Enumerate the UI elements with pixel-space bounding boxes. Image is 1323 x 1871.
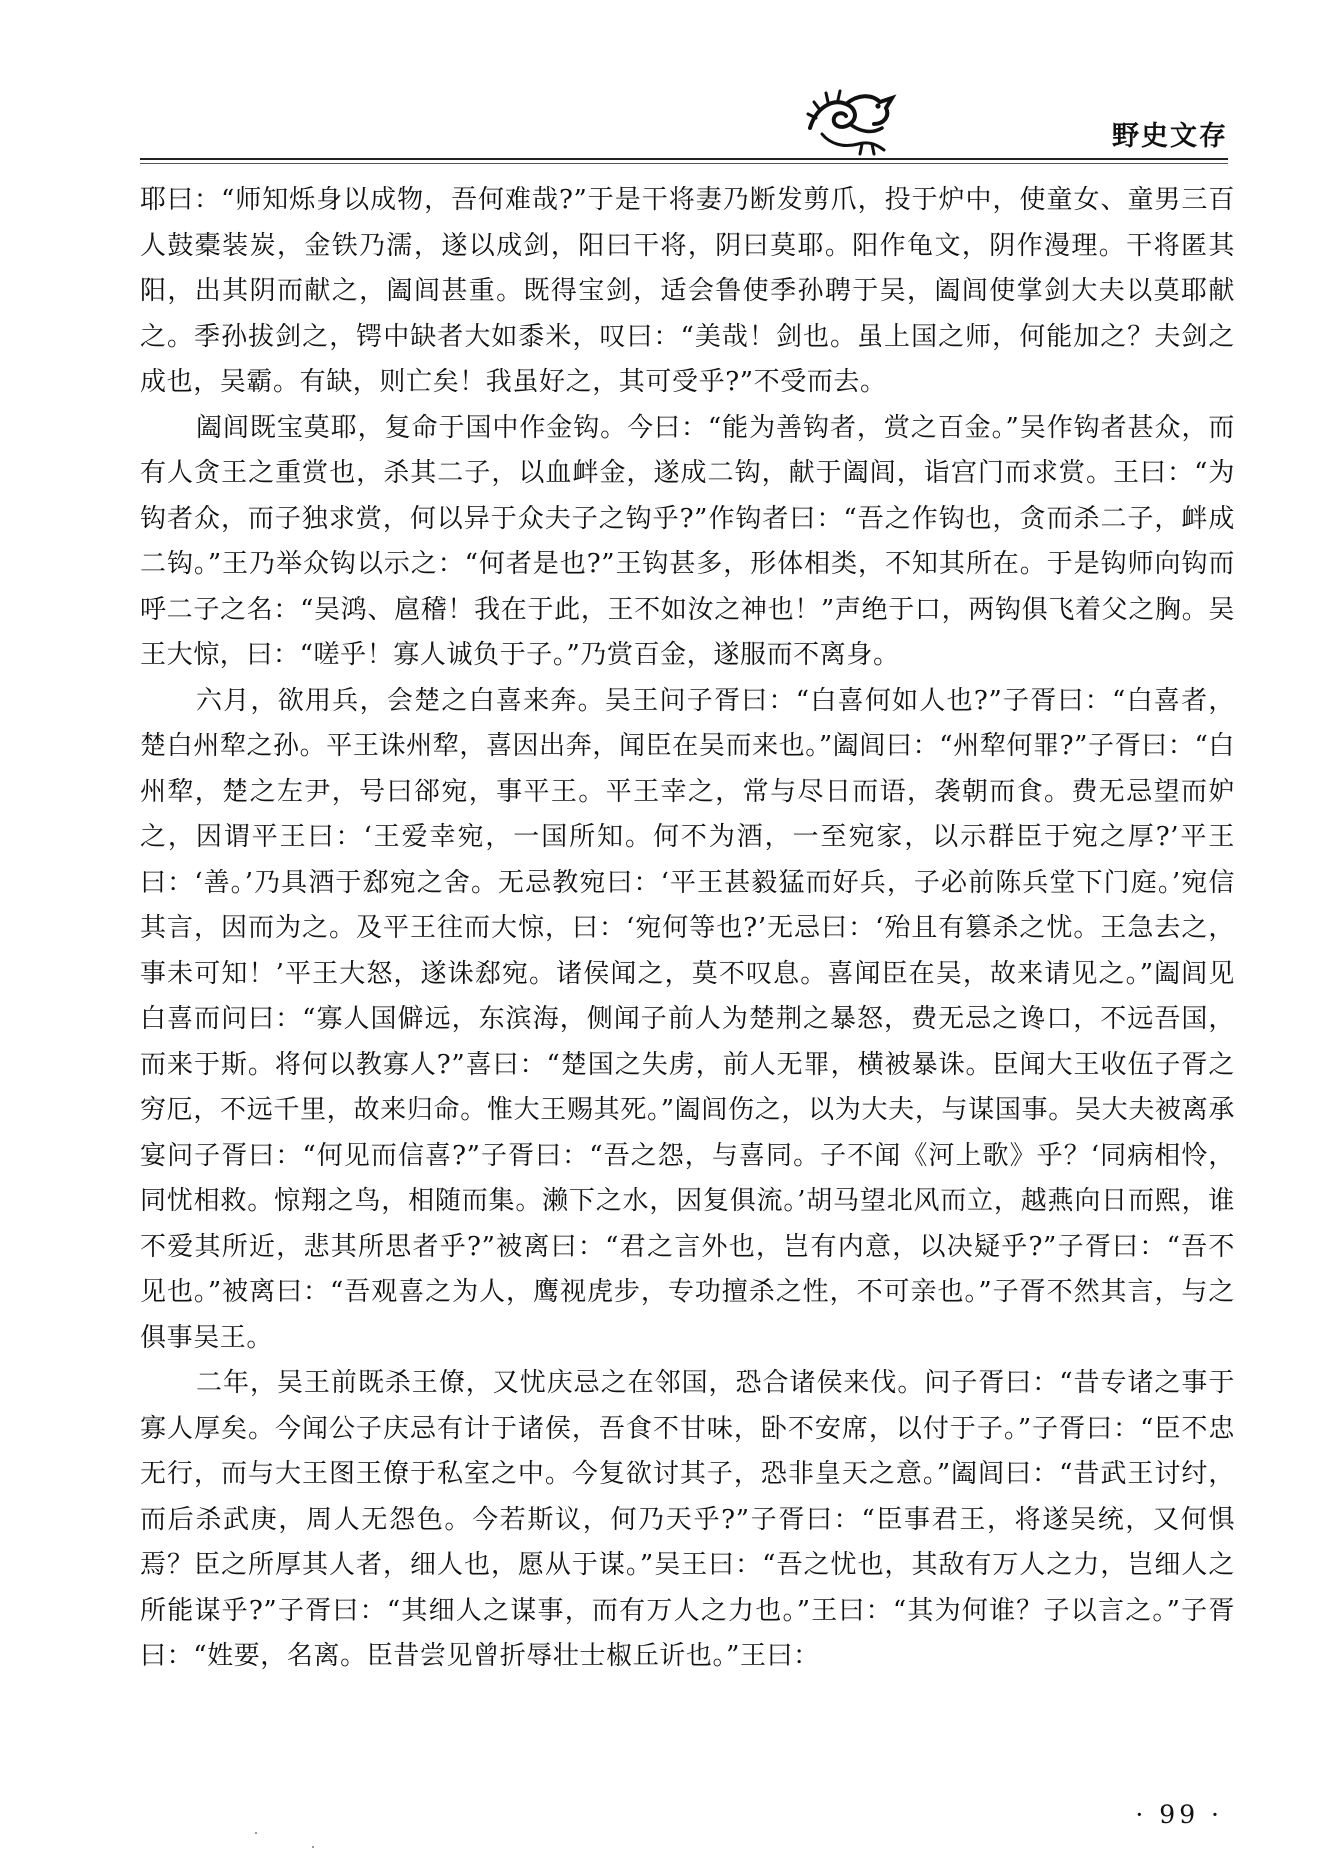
paragraph: 阖闾既宝莫耶，复命于国中作金钩。今曰：“能为善钩者，赏之百金。”吴作钩者甚众，而有人贪王之重赏也，杀其二子，以血衅金，遂成二钩，献于阖闾，诣宫门而求赏。王曰：“为钩者众，而子独求赏，何以异于众夫子之钩乎?”作钩者曰：“吾之作钩也，贪而杀二子，衅成二钩。”王乃举众钩以示之：“何者是也?”王钩甚多，形体相类，不知其所在。于是钩师向钩而呼二子之名：“吴鸿、扈稽！我在于此，王不如汝之神也！”声绝于口，两钩俱飞着父之胸。吴王大惊，曰：“嗟乎！寡人诚负于子。”乃赏百金，遂服而不离身。 <box>140 412 1235 670</box>
paragraph: 六月，欲用兵，会楚之白喜来奔。吴王问子胥曰：“白喜何如人也?”子胥曰：“白喜者，楚白州犂之孙。平王诛州犂，喜因出奔，闻臣在吴而来也。”阖闾曰：“州犂何罪?”子胥曰：“白州犂，楚之左尹，号曰郤宛，事平王。平王幸之，常与尽日而语，袭朝而食。费无忌望而妒之，因谓平王曰：‘王爱幸宛，一国所知。何不为酒，一至宛家，以示群臣于宛之厚?’平王曰：‘善。’乃具酒于郄宛之舍。无忌教宛曰：‘平王甚毅猛而好兵，子必前陈兵堂下门庭。’宛信其言，因而为之。及平王往而大惊，曰：‘宛何等也?’无忌曰：‘殆且有篡杀之忧。王急去之，事未可知！’平王大怒，遂诛郄宛。诸侯闻之，莫不叹息。喜闻臣在吴，故来请见之。”阖闾见白喜而问曰：“寡人国僻远，东滨海，侧闻子前人为楚荆之暴怒，费无忌之谗口，不远吾国，而来于斯。将何以教寡人?”喜曰：“楚国之失虏，前人无罪，横被暴诛。臣闻大王收伍子胥之穷厄，不远千里，故来归命。惟大王赐其死。”阖闾伤之，以为大夫，与谋国事。吴大夫被离承宴问子胥曰：“何见而信喜?”子胥曰：“吾之怨，与喜同。子不闻《河上歌》乎？‘同病相怜，同忧相救。惊翔之鸟，相随而集。濑下之水，因复俱流。’胡马望北风而立，越燕向日而熙，谁不爱其所近，悲其所思者乎?”被离曰：“君之言外也，岂有内意，以决疑乎?”子胥曰：“吾不见也。”被离曰：“吾观喜之为人，鹰视虎步，专功擅杀之性，不可亲也。”子胥不然其言，与之俱事吴王。 <box>140 685 1235 1353</box>
header-rule <box>140 158 1228 160</box>
paragraph: 耶曰：“师知烁身以成物，吾何难哉?”于是干将妻乃断发剪爪，投于炉中，使童女、童男三百人鼓橐装炭，金铁乃濡，遂以成剑，阳曰干将，阴曰莫耶。阳作龟文，阴作漫理。干将匿其阳，出其阴而献之，阖闾甚重。既得宝剑，适会鲁使季孙聘于吴，阖闾使掌剑大夫以莫耶献之。季孙拔剑之，锷中缺者大如黍米，叹曰：“美哉！剑也。虽上国之师，何能加之？夫剑之成也，吴霸。有缺，则亡矣！我虽好之，其可受乎?”不受而去。 <box>140 185 1235 397</box>
dragon-emblem-icon <box>802 88 898 158</box>
header-title: 野史文存 <box>1112 121 1228 152</box>
header-rule-thin <box>140 163 1228 164</box>
print-speck <box>312 1846 314 1848</box>
page-number: · 99 · <box>1135 1800 1223 1829</box>
paragraph: 二年，吴王前既杀王僚，又忧庆忌之在邻国，恐合诸侯来伐。问子胥曰：“昔专诸之事于寡人厚矣。今闻公子庆忌有计于诸侯，吾食不甘味，卧不安席，以付于子。”子胥曰：“臣不忠无行，而与大王图王僚于私室之中。今复欲讨其子，恐非皇天之意。”阖闾曰：“昔武王讨纣，而后杀武庚，周人无怨色。今若斯议，何乃天乎?”子胥曰：“臣事君王，将遂吴统，又何惧焉？臣之所厚其人者，细人也，愿从于谋。”吴王曰：“吾之忧也，其敌有万人之力，岂细人之所能谋乎?”子胥曰：“其细人之谋事，而有万人之力也。”王曰：“其为何谁？子以言之。”子胥曰：“姓要，名离。臣昔尝见曾折辱壮士椒丘䜣也。”王曰： <box>140 1368 1235 1671</box>
print-speck <box>255 1832 257 1834</box>
page-header <box>140 88 1228 166</box>
body-text <box>140 178 1235 1680</box>
